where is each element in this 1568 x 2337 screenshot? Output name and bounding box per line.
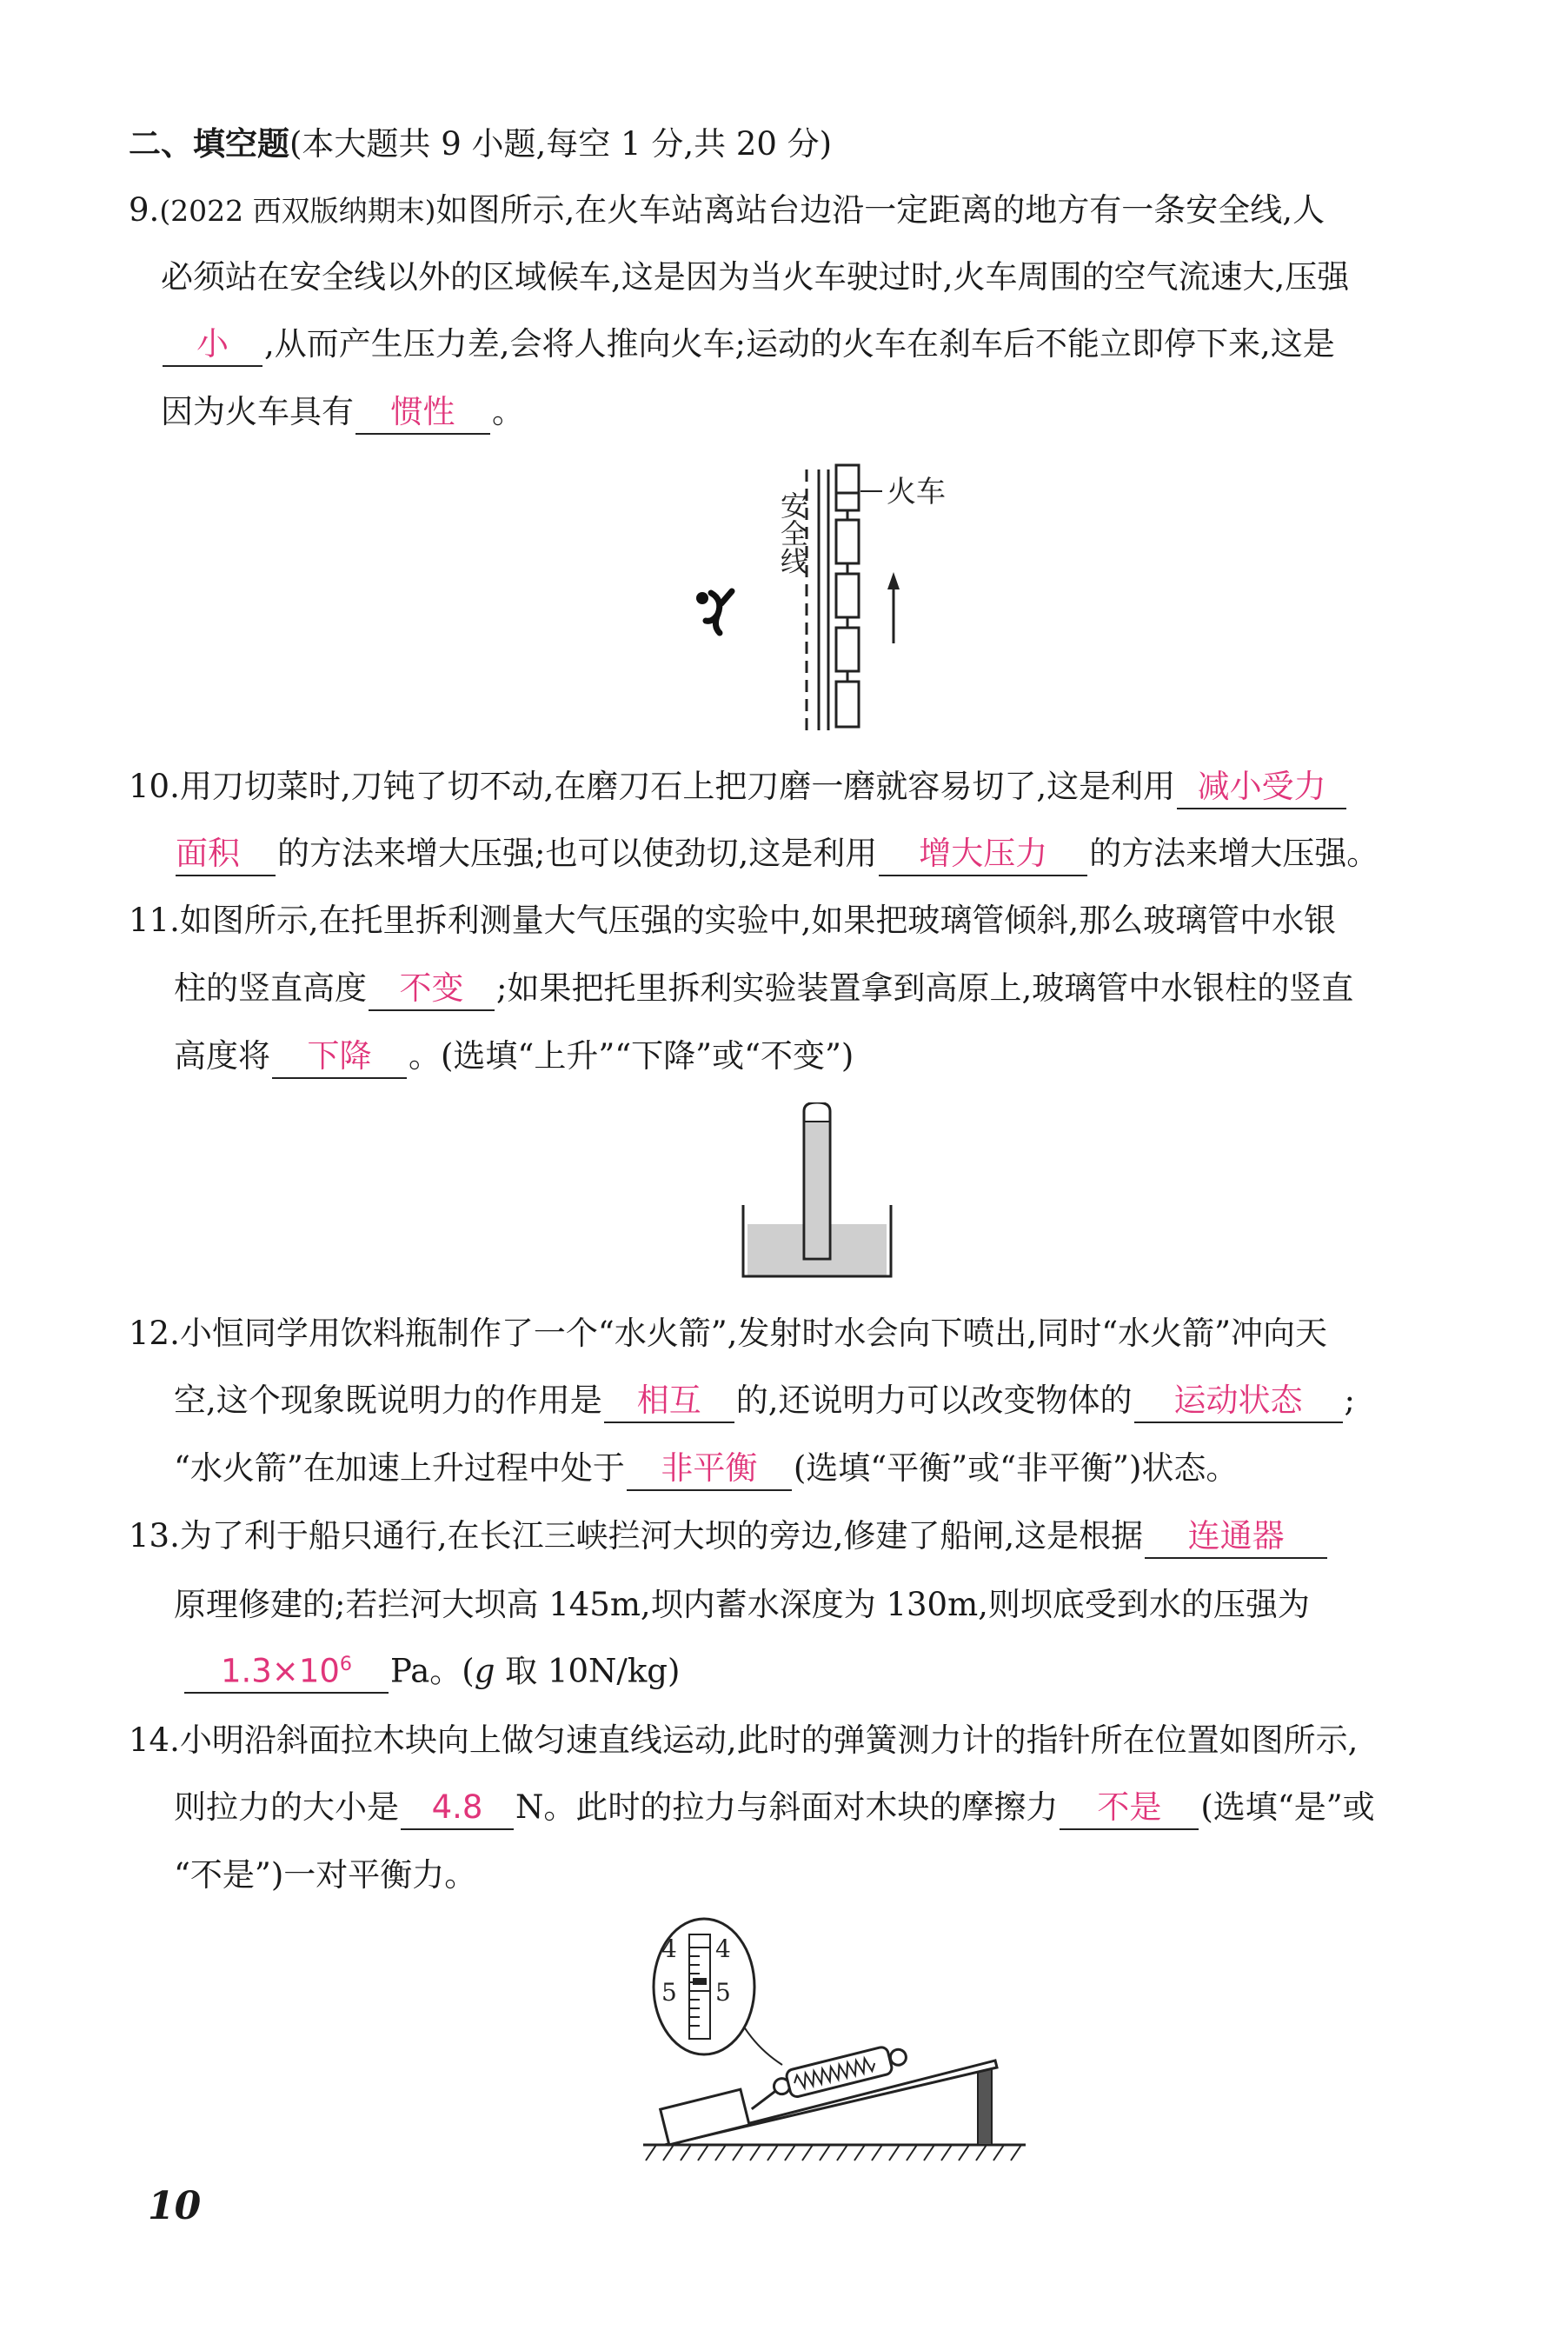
answer-blank[interactable]: 连通器 — [1145, 1520, 1327, 1559]
question-text: 的方法来增大压强。 — [1089, 835, 1379, 872]
spring-scale — [745, 2042, 909, 2109]
section-note: (本大题共 9 小题,每空 1 分,共 20 分) — [289, 125, 833, 163]
question-number: 12. — [129, 1315, 180, 1352]
torricelli-apparatus-figure — [739, 1102, 895, 1285]
answer-blank[interactable] — [184, 1652, 389, 1694]
mercury-column — [806, 1122, 828, 1257]
question-text: 如图所示,在托里拆利测量大气压强的实验中,如果把玻璃管倾斜,那么玻璃管中水银 — [179, 902, 1337, 939]
answer-blank[interactable]: 非平衡 — [627, 1452, 792, 1491]
answer-blank[interactable]: 小 — [163, 328, 262, 367]
q9-line4 — [161, 393, 524, 435]
answer-blank[interactable]: 下降 — [272, 1040, 407, 1079]
answer-blank[interactable]: 不是 — [1060, 1791, 1199, 1830]
q9-line3 — [161, 325, 1335, 367]
q9-line1 — [129, 191, 1325, 229]
section-title: 二、填空题 — [129, 124, 289, 163]
q14-line2 — [174, 1788, 1375, 1830]
question-text: “水火箭”在加速上升过程中处于 — [174, 1449, 625, 1487]
question-text: 空,这个现象既说明力的作用是 — [174, 1382, 602, 1419]
answer-base: 1.3×10 — [220, 1652, 340, 1690]
scale-label-right: 4 — [715, 1934, 731, 1963]
answer-blank[interactable]: 减小受力 — [1177, 770, 1346, 809]
answer-blank[interactable]: 惯性 — [355, 396, 490, 435]
question-text: Pa。( — [390, 1652, 475, 1690]
q11-line3 — [174, 1037, 854, 1079]
q11-line2 — [174, 969, 1354, 1011]
question-text: 用刀切菜时,刀钝了切不动,在磨刀石上把刀磨一磨就容易切了,这是利用 — [179, 768, 1176, 805]
question-text: 原理修建的;若拦河大坝高 145m,坝内蓄水深度为 130m,则坝底受到水的压强为 — [174, 1586, 1310, 1623]
question-text: 必须站在安全线以外的区域候车,这是因为当火车驶过时,火车周围的空气流速大,压强 — [161, 258, 1350, 296]
question-text: 如图所示,在火车站离站台边沿一定距离的地方有一条安全线,人 — [435, 191, 1325, 229]
question-text: 的,还说明力可以改变物体的 — [735, 1382, 1133, 1419]
incline-spring-scale-figure — [639, 1917, 1056, 2178]
q11-line1 — [129, 902, 1337, 939]
question-text: 为了利于船只通行,在长江三峡拦河大坝的旁边,修建了船闸,这是根据 — [179, 1517, 1144, 1555]
page-number: 10 — [148, 2184, 202, 2228]
train-safety-line-figure — [687, 461, 1000, 739]
answer-exponent: 6 — [339, 1653, 353, 1675]
scale-label-left: 5 — [661, 1978, 677, 2007]
ground-hatching — [646, 2145, 1021, 2161]
answer-blank[interactable]: 增大压力 — [879, 837, 1087, 876]
question-text: ,从而产生压力差,会将人推向火车;运动的火车在刹车后不能立即停下来,这是 — [264, 325, 1335, 363]
question-text: 。 — [492, 393, 524, 430]
q10-line2 — [174, 837, 1379, 876]
question-number: 10. — [129, 768, 180, 805]
safety-line-label: 安全线 — [776, 491, 809, 575]
q12-line2 — [174, 1384, 1355, 1423]
q14-line3 — [174, 1856, 477, 1894]
question-number: 9. — [129, 191, 160, 229]
train-icon — [836, 465, 859, 727]
question-text: 取 10N/kg) — [495, 1652, 681, 1690]
person-icon — [696, 591, 732, 633]
q12-line3 — [174, 1449, 1239, 1491]
q12-line1 — [129, 1315, 1328, 1352]
question-text: 高度将 — [174, 1037, 270, 1075]
question-text: 则拉力的大小是 — [174, 1788, 399, 1826]
question-text: “不是”)一对平衡力。 — [174, 1856, 477, 1894]
question-text: (选填“是”或 — [1200, 1788, 1375, 1826]
gravity-symbol: g — [474, 1652, 495, 1690]
q9-line2 — [161, 258, 1350, 296]
question-text: 小恒同学用饮料瓶制作了一个“水火箭”,发射时水会向下喷出,同时“水火箭”冲向天 — [179, 1315, 1328, 1352]
question-number: 13. — [129, 1517, 180, 1555]
question-text: (选填“平衡”或“非平衡”)状态。 — [793, 1449, 1239, 1487]
section-heading — [129, 124, 833, 163]
question-text: 因为火车具有 — [161, 393, 354, 430]
answer-blank[interactable]: 相互 — [604, 1384, 734, 1423]
q10-line1 — [129, 770, 1348, 809]
question-text: N。此时的拉力与斜面对木块的摩擦力 — [515, 1788, 1059, 1826]
question-source: (2022 西双版纳期末) — [159, 194, 436, 228]
arrow-up-icon — [887, 572, 900, 643]
question-text: 柱的竖直高度 — [174, 969, 367, 1007]
incline-support — [978, 2065, 992, 2145]
scale-label-left: 4 — [661, 1934, 677, 1963]
answer-blank[interactable]: 不变 — [369, 972, 495, 1011]
question-text: ;如果把托里拆利实验装置拿到高原上,玻璃管中水银柱的竖直 — [496, 969, 1354, 1007]
answer-blank[interactable]: 面积 — [176, 837, 276, 876]
question-text: ; — [1344, 1382, 1355, 1419]
question-number: 11. — [129, 902, 180, 939]
scale-label-right: 5 — [715, 1978, 731, 2007]
question-text: 小明沿斜面拉木块向上做匀速直线运动,此时的弹簧测力计的指针所在位置如图所示, — [179, 1721, 1359, 1759]
question-number: 14. — [129, 1721, 180, 1759]
q13-line2 — [174, 1588, 1310, 1621]
scale-pointer — [693, 1978, 707, 1985]
train-label: 火车 — [887, 475, 946, 509]
q14-line1 — [129, 1721, 1359, 1759]
question-text: 。(选填“上升”“下降”或“不变”) — [409, 1037, 854, 1075]
wood-block — [661, 2089, 749, 2145]
answer-blank[interactable]: 运动状态 — [1134, 1384, 1343, 1423]
q13-line3 — [183, 1652, 681, 1694]
answer-blank[interactable]: 4.8 — [401, 1791, 514, 1830]
question-text: 的方法来增大压强;也可以使劲切,这是利用 — [277, 835, 878, 872]
q13-line1 — [129, 1517, 1329, 1559]
